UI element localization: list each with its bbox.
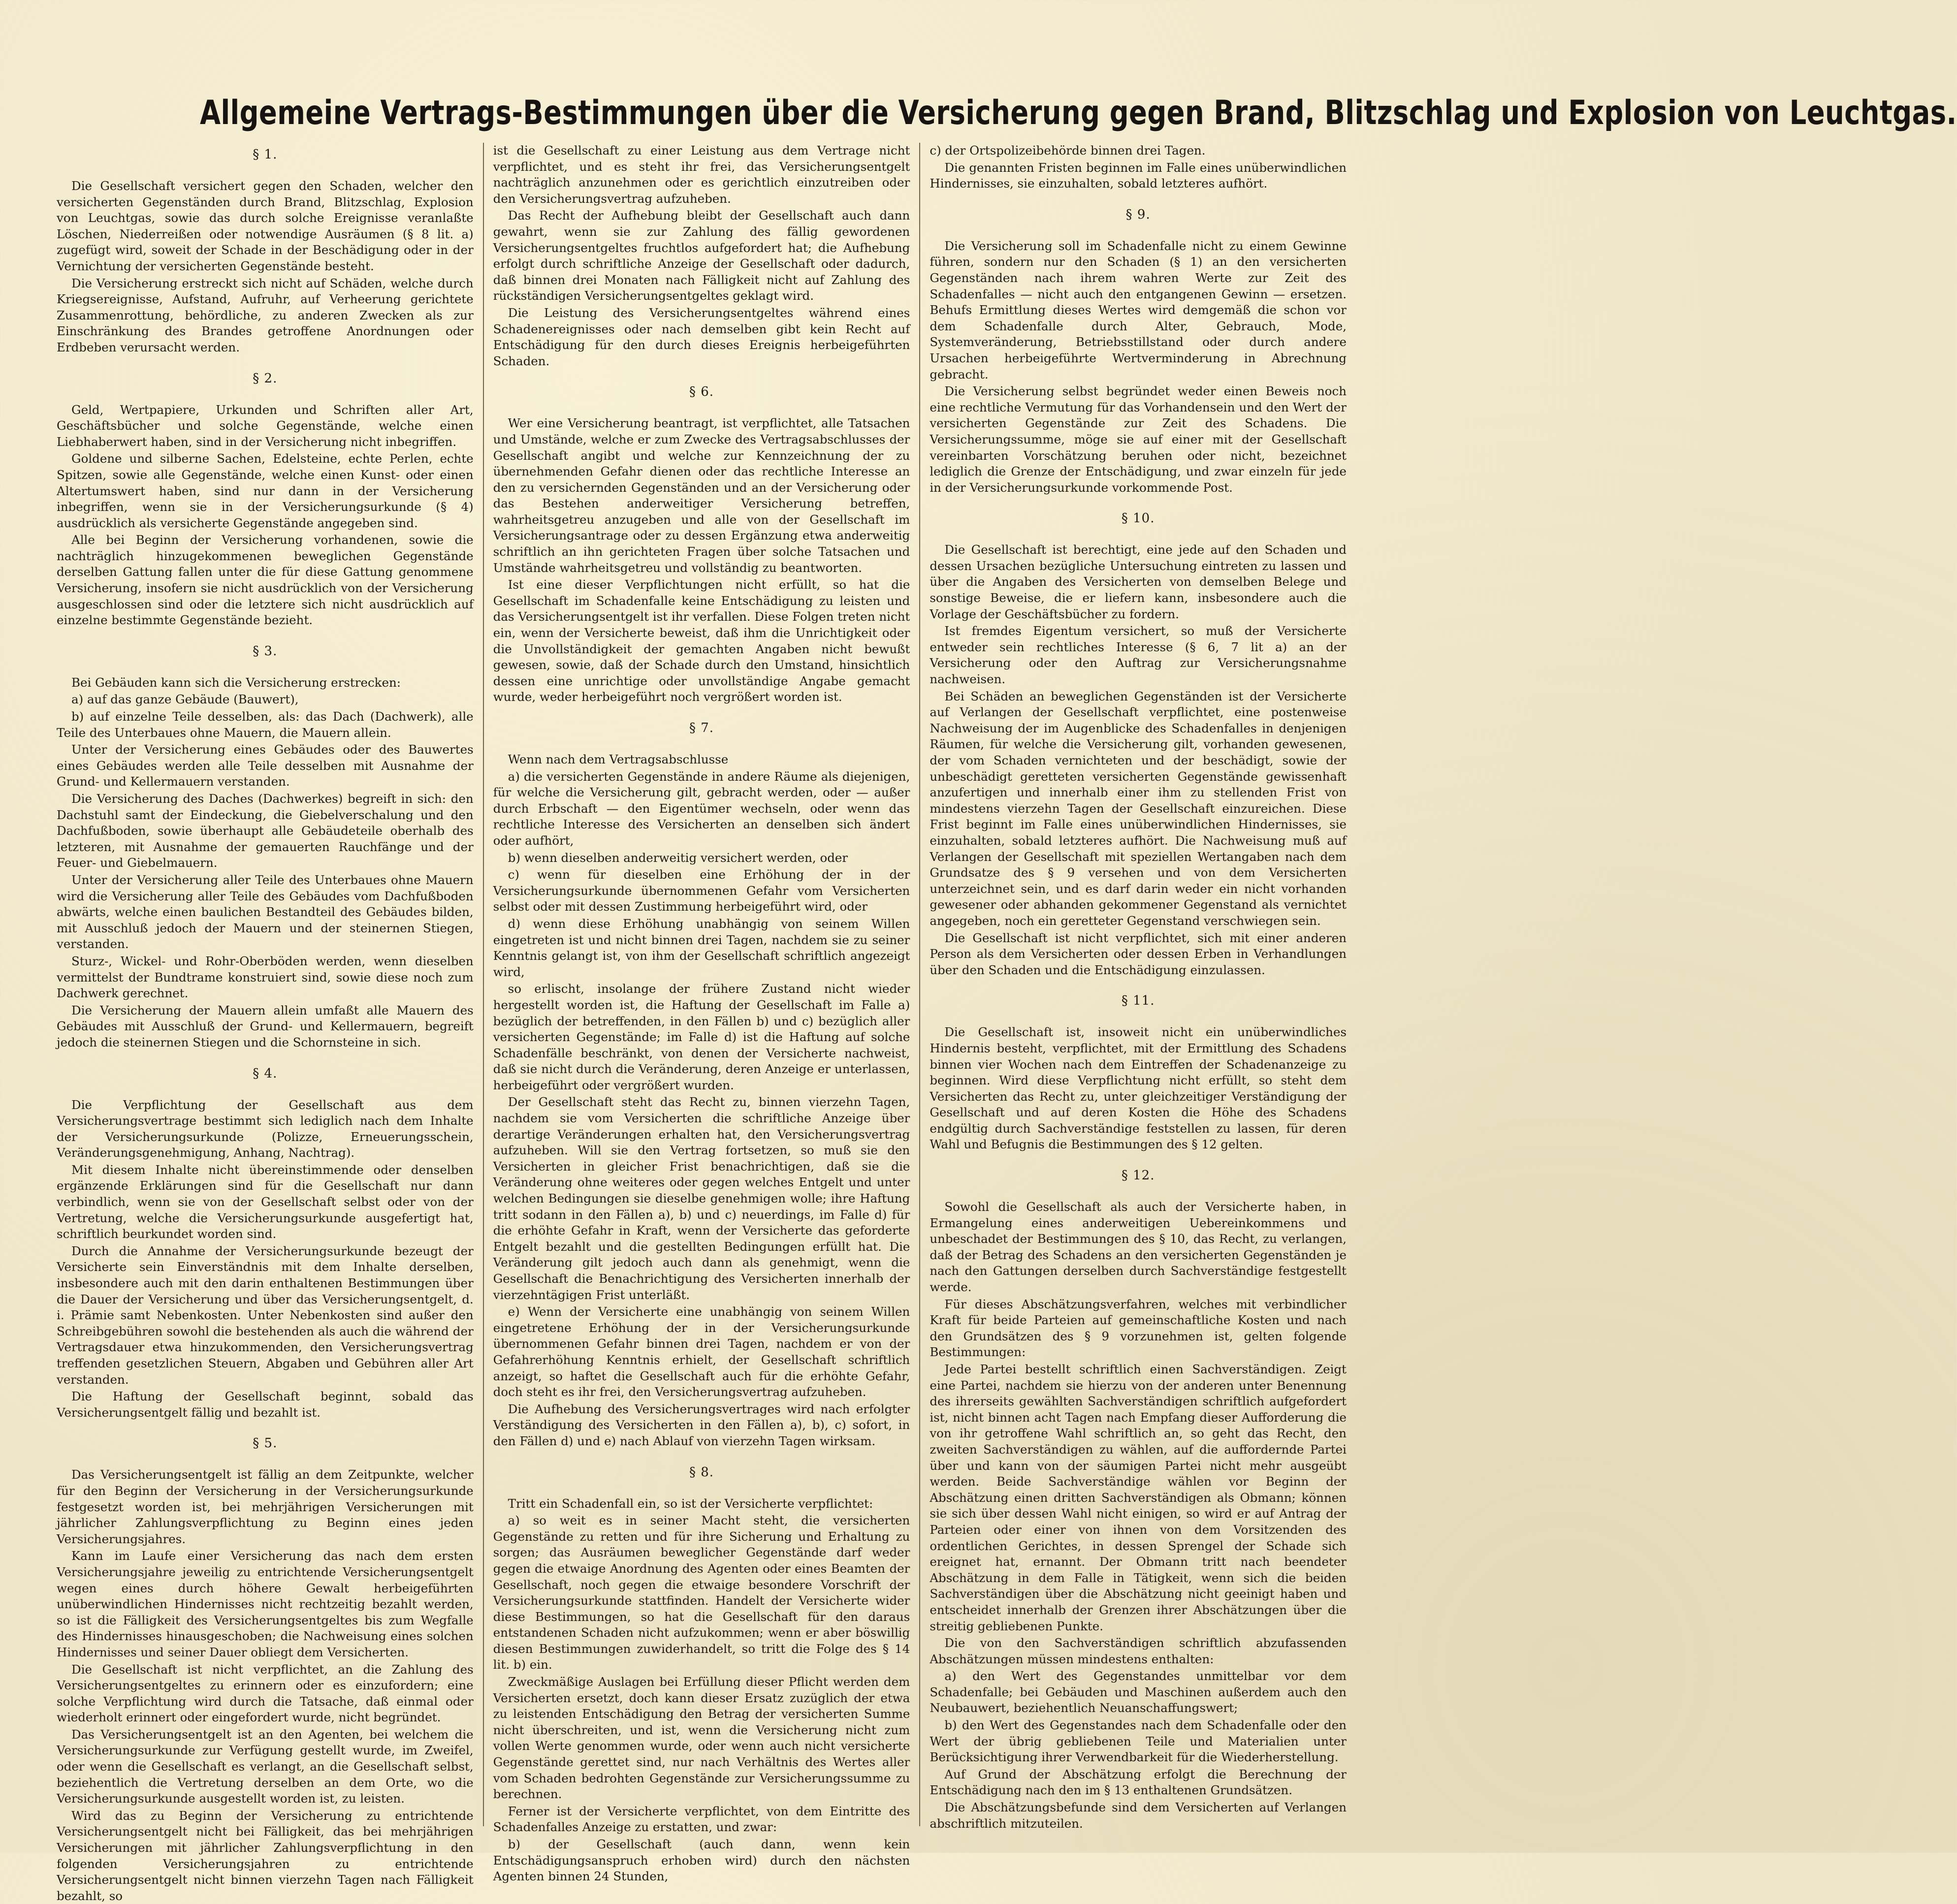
section [57, 1062, 474, 1421]
paragraph: b) der Gesellschaft (auch dann, wenn kein Entschädigungsanspruch erhoben wird) durch den nächsten Agenten binnen 24 Stunden, [493, 1837, 910, 1884]
section [57, 1431, 474, 1904]
paragraph: Kann im Laufe einer Versicherung das nach dem ersten Versicherungsjahre jeweilig zu entrichtende Versicherungsentgelt wegen eines durch höhere Gewalt herbeigeführten unüberwindlichen Hindernisses nicht rechtzeitig bezahlt werden, so ist die Fälligkeit des Versicherungsentgeltes bis zum Wegfalle des Hindernisses hinausgeschoben; die Nachweisung eines solchen Hindernisses und seiner Dauer obliegt dem Versicherten. [57, 1549, 474, 1659]
paragraph: Unter der Versicherung eines Gebäudes oder des Bauwertes eines Gebäudes werden alle Teile desselben mit Ausnahme der Grund- und Kellermauern verstanden. [57, 742, 474, 789]
paragraph: Mit diesem Inhalte nicht übereinstimmende oder denselben ergänzende Erklärungen sind für die Gesellschaft nur dann verbindlich, wenn sie von der Gesellschaft selbst oder von der Vertretung, welche die Versicherungsurkunde ausgefertigt hat, schriftlich beurkundet worden sind. [57, 1162, 474, 1241]
section-heading: § 1. [253, 147, 278, 162]
paragraph: Tritt ein Schadenfall ein, so ist der Versicherte verpflichtet: [508, 1496, 873, 1511]
section [493, 143, 910, 369]
paragraph: Jede Partei bestellt schriftlich einen Sachverständigen. Zeigt eine Partei, nachdem sie hierzu von der anderen unter Benennung des ihrerseits gewählten Sachverständigen schriftlich aufgefordert ist, nicht binnen acht Tagen nach Empfang dieser Aufforderung die von ihr getroffene Wahl schriftlich an, so geht das Recht, den zweiten Sachverständigen zu wählen, auf die auffordernde Partei über und kann von der säumigen Partei nicht mehr ausgeübt werden. Beide Sachverständige wählen vor Beginn der Abschätzung einen dritten Sachverständigen als Obmann; können sie sich über dessen Wahl nicht einigen, so wird er auf Antrag der Parteien oder einer von ihnen von dem Vorsitzenden des ordentlichen Gerichtes, in dessen Sprengel der Schade sich ereignet hat, ernannt. Der Obmann tritt nach beendeter Abschätzung in dem Falle in Tätigkeit, wenn sich die beiden Sachverständigen über die Abschätzung nicht geeinigt haben und entscheidet innerhalb der Grenzen ihrer Abschätzungen über die streitig gebliebenen Punkte. [930, 1362, 1347, 1633]
paragraph: Die Versicherung selbst begründet weder einen Beweis noch eine rechtliche Vermutung für das Vorhandensein und den Wert der versicherten Gegenstände zur Zeit des Schadens. Die Versicherungssumme, möge sie auf einer mit der Gesellschaft vereinbarten Vorschätzung beruhen oder nicht, bezeichnet lediglich die Grenze der Entschädigung, und zwar einzeln für jede in der Versicherungsurkunde vorkommende Post. [930, 384, 1347, 495]
paragraph: a) auf das ganze Gebäude (Bauwert), [71, 692, 299, 707]
paragraph: Ferner ist der Versicherte verpflichtet, von dem Eintritte des Schadenfalles Anzeige zu erstatten, und zwar: [493, 1804, 910, 1835]
paragraph: Die Gesellschaft ist nicht verpflichtet, an die Zahlung des Versicherungsentgeltes zu erinnern oder es einzufordern; eine solche Verpflichtung wird durch die Tatsache, daß einmal oder wiederholt erinnert oder eingefordert wurde, nicht begründet. [57, 1662, 474, 1725]
section [57, 143, 474, 356]
section-heading: § 5. [253, 1436, 278, 1451]
column-middle [493, 143, 910, 1884]
section-heading: § 6. [689, 384, 714, 400]
paragraph: Sowohl die Gesellschaft als auch der Versicherte haben, in Ermangelung eines anderweitigen Uebereinkommens und unbeschadet der Bestimmungen des § 10, das Recht, zu verlangen, daß der Betrag des Schadens an den versicherten Gegenständen je nach den Gattungen derselben durch Sachverständige festgestellt werde. [930, 1200, 1347, 1295]
column-left [57, 143, 474, 1903]
paragraph: Zweckmäßige Auslagen bei Erfüllung dieser Pflicht werden dem Versicherten ersetzt, doch kann dieser Ersatz zuzüglich der etwa zu leistenden Entschädigung den Betrag der versicherten Summe nicht überschreiten, und ist, wenn die Versicherung nicht zum vollen Werte genommen wurde, oder wenn auch nicht versicherte Gegenstände gerettet sind, nur nach Verhältnis des Wertes aller vom Schaden bedrohten Gegenstände zur Versicherungssumme zu berechnen. [493, 1675, 910, 1802]
section [930, 203, 1347, 496]
section [930, 507, 1347, 978]
paragraph: Unter der Versicherung aller Teile des Unterbaues ohne Mauern wird die Versicherung aller Teile des Gebäudes vom Dachfußboden abwärts, welche einen baulichen Bestandteil des Gebäudes bilden, mit Ausschluß jedoch der Mauern und der steinernen Stiegen, verstanden. [57, 872, 474, 952]
paragraph: Auf Grund der Abschätzung erfolgt die Berechnung der Entschädigung nach den im § 13 enthaltenen Grundsätzen. [930, 1767, 1347, 1798]
paragraph: Die Gesellschaft versichert gegen den Schaden, welcher den versicherten Gegenständen durch Brand, Blitzschlag, Explosion von Leuchtgas, sowie das durch solche Ereignisse veranlaßte Löschen, Niederreißen oder notwendige Ausräumen (§ 8 lit. a) zugefügt wird, soweit der Schade in der Beschädigung oder in der Vernichtung der versicherten Gegenstände besteht. [57, 179, 474, 273]
paragraph: Für dieses Abschätzungsverfahren, welches mit verbindlicher Kraft für beide Parteien auf gemeinschaftliche Kosten und nach den Grundsätzen des § 9 vorzunehmen ist, gelten folgende Bestimmungen: [930, 1297, 1347, 1360]
paragraph: b) den Wert des Gegenstandes nach dem Schadenfalle oder den Wert der übrig gebliebenen Teile und Materialien unter Berücksichtigung ihrer Verwendbarkeit für die Wiederherstellung. [930, 1718, 1347, 1765]
paragraph: Das Versicherungsentgelt ist fällig an dem Zeitpunkte, welcher für den Beginn der Versicherung in der Versicherungsurkunde festgesetzt worden ist, bei mehrjährigen Versicherungen mit jährlicher Zahlungsverpflichtung zu Beginn eines jeden Versicherungsjahres. [57, 1467, 474, 1546]
section-heading: § 8. [689, 1464, 714, 1480]
paragraph: Die Verpflichtung der Gesellschaft aus dem Versicherungsvertrage bestimmt sich lediglich nach dem Inhalte der Versicherungsurkunde (Polizze, Erneuerungsschein, Veränderungsgenehmigung, Anhang, Nachtrag). [57, 1097, 474, 1160]
paragraph: Wenn nach dem Vertragsabschlusse [508, 752, 729, 766]
paragraph: Die Versicherung des Daches (Dachwerkes) begreift in sich: den Dachstuhl samt der Eindeckung, die Giebelverschalung und den Dachfußboden, sowie überhaupt alle Gebäudeteile oberhalb des letzteren, mit Ausnahme der gemauerten Rauchfänge und der Feuer- und Giebelmauern. [57, 792, 474, 870]
paragraph: Die Aufhebung des Versicherungsvertrages wird nach erfolgter Verständigung des Versicherten in den Fällen a), b), c) sofort, in den Fällen d) und e) nach Ablauf von vierzehn Tagen wirksam. [493, 1401, 910, 1448]
paragraph: Ist fremdes Eigentum versichert, so muß der Versicherte entweder sein rechtliches Interesse (§ 6, 7 lit a) an der Versicherung oder den Auftrag zur Versicherungsnahme nachweisen. [930, 624, 1347, 687]
paragraph: Die Leistung des Versicherungsentgeltes während eines Schadenereignisses oder nach demselben gibt kein Recht auf Entschädigung für den durch dieses Ereignis herbeigeführten Schaden. [493, 305, 910, 368]
paragraph: Die von den Sachverständigen schriftlich abzufassenden Abschätzungen müssen mindestens enthalten: [930, 1636, 1347, 1666]
paragraph: Die Haftung der Gesellschaft beginnt, sobald das Versicherungsentgelt fällig und bezahlt ist. [57, 1389, 474, 1420]
section [57, 367, 474, 629]
paragraph: ist die Gesellschaft zu einer Leistung aus dem Vertrage nicht verpflichtet, und es steht ihr frei, das Versicherungsentgelt nachträglich anzunehmen oder es gerichtlich einzutreiben oder den Versicherungsvertrag aufzuheben. [493, 143, 910, 206]
paragraph: Die Abschätzungsbefunde sind dem Versicherten auf Verlangen abschriftlich mitzuteilen. [930, 1800, 1347, 1831]
section-heading: § 2. [253, 371, 278, 386]
paragraph: e) Wenn der Versicherte eine unabhängig von seinem Willen eingetretene Erhöhung der in der Versicherungsurkunde übernommenen Gefahr binnen drei Tagen, nachdem er von der Gefahrerhöhung Kenntnis erhielt, der Gesellschaft schriftlich anzeigt, so haftet die Gesellschaft auch für die erhöhte Gefahr, doch steht es ihr frei, den Versicherungsvertrag aufzuheben. [493, 1304, 910, 1399]
paragraph: Die Gesellschaft ist, insoweit nicht ein unüberwindliches Hindernis besteht, verpflichtet, mit der Ermittlung des Schadens binnen vier Wochen nach dem Eintreffen der Schadenanzeige zu beginnen. Wird diese Verpflichtung nicht erfüllt, so steht dem Versicherten das Recht zu, unter gleichzeitiger Verständigung der Gesellschaft und auf deren Kosten die Höhe des Schadens endgültig durch Sachverständige feststellen zu lassen, für deren Wahl und Befugnis die Bestimmungen des § 12 gelten. [930, 1025, 1347, 1152]
paragraph: a) die versicherten Gegenstände in andere Räume als diejenigen, für welche die Versicherung gilt, gebracht werden, oder — außer durch Erbschaft — den Eigentümer wechseln, oder wenn das rechtliche Interesse des Versicherten an denselben sich ändert oder aufhört, [493, 769, 910, 848]
paragraph: Sturz-, Wickel- und Rohr-Oberböden werden, wenn dieselben vermittelst der Bundtrame konstruiert sind, sowie diese noch zum Dachwerk gerechnet. [57, 953, 474, 1001]
paragraph: Alle bei Beginn der Versicherung vorhandenen, sowie die nachträglich hinzugekommenen beweglichen Gegenstände derselben Gattung fallen unter die für diese Gattung genommene Versicherung, insofern sie nicht ausdrücklich von der Versicherung ausgeschlossen sind oder die letztere sich nicht ausdrücklich auf einzelne bestimmte Gegenstände bezieht. [57, 533, 474, 628]
column-right [930, 143, 1347, 1831]
paragraph: Der Gesellschaft steht das Recht zu, binnen vierzehn Tagen, nachdem sie vom Versicherten die schriftliche Anzeige über derartige Veränderungen erhalten hat, den Versicherungsvertrag aufzuheben. Will sie den Vertrag fortsetzen, so muß sie den Versicherten in gleicher Frist benachrichtigen, daß sie die Veränderung ohne weiteres oder gegen welches Entgelt und unter welchen Bedingungen sie dieselbe genehmigen wolle; ihre Haftung tritt sodann in den Fällen a), b) und c) neuerdings, im Falle d) für die erhöhte Gefahr in Kraft, wenn der Versicherte das geforderte Entgelt bezahlt und die gestellten Bedingungen erfüllt hat. Die Veränderung gilt jedoch auch dann als genehmigt, wenn die Gesellschaft die Benachrichtigung des Versicherten innerhalb der vierzehntägigen Frist unterläßt. [493, 1095, 910, 1302]
paragraph: Die Gesellschaft ist nicht verpflichtet, sich mit einer anderen Person als dem Versicherten oder dessen Erben in Verhandlungen über den Schaden und die Entschädigung einzulassen. [930, 930, 1347, 977]
section-heading: § 4. [253, 1066, 278, 1081]
section-heading: § 3. [253, 643, 278, 659]
paragraph: c) der Ortspolizeibehörde binnen drei Tagen. [930, 143, 1206, 158]
section-heading: § 9. [1125, 207, 1151, 222]
paragraph: Das Versicherungsentgelt ist an den Agenten, bei welchem die Versicherungsurkunde zur Verfügung gestellt wurde, im Zweifel, oder wenn die Gesellschaft es verlangt, an die Gesellschaft selbst, beziehentlich die Vertretung derselben an dem Orte, wo die Versicherungsurkunde ausgestellt worden ist, zu leisten. [57, 1727, 474, 1806]
paragraph: Bei Gebäuden kann sich die Versicherung erstrecken: [71, 675, 401, 690]
section-heading: § 7. [689, 721, 714, 735]
section [493, 716, 910, 1450]
paragraph: Die Versicherung erstreckt sich nicht auf Schäden, welche durch Kriegsereignisse, Aufstand, Aufruhr, auf Verheerung gerichtete Zusammenrottung, behördliche, zu anderen Zwecken als zur Einschränkung des Brandes getroffene Anordnungen oder Erdbeben verursacht werden. [57, 276, 474, 354]
paragraph: Goldene und silberne Sachen, Edelsteine, echte Perlen, echte Spitzen, sowie alle Gegenstände, welche einen Kunst- oder einen Altertumswert haben, sind nur dann in der Versicherung inbegriffen, wenn sie in der Versicherungsurkunde (§ 4) ausdrücklich als versicherte Gegenstände angegeben sind. [57, 451, 474, 530]
paragraph: Die genannten Fristen beginnen im Falle eines unüberwindlichen Hindernisses, sie einzuhalten, sobald letzteres aufhört. [930, 160, 1347, 191]
section [57, 639, 474, 1051]
paragraph: Wer eine Versicherung beantragt, ist verpflichtet, alle Tatsachen und Umstände, welche er zum Zwecke des Vertragsabschlusses der Gesellschaft angibt und welche zur Kennzeichnung der zu übernehmenden Gefahr dienen oder das rechtliche Interesse an den zu versichernden Gegenständen und an der Versicherung oder das Bestehen anderweitiger Versicherung betreffen, wahrheitsgetreu anzugeben und alle von der Gesellschaft im Versicherungsantrage oder zu dessen Ergänzung etwa anderweitig schriftlich an ihn gerichteten Fragen über solche Tatsachen und Umstände wahrheitsgetreu und vollständig zu beantworten. [493, 416, 910, 575]
paragraph: a) den Wert des Gegenstandes unmittelbar vor dem Schadenfalle; bei Gebäuden und Maschinen außerdem auch den Neubauwert, beziehentlich Neuanschaffungswert; [930, 1669, 1347, 1715]
section [493, 380, 910, 705]
paragraph: b) wenn dieselben anderweitig versichert werden, oder [508, 850, 848, 865]
paragraph: c) wenn für dieselben eine Erhöhung der in der Versicherungsurkunde übernommenen Gefahr vom Versicherten selbst oder mit dessen Zustimmung herbeigeführt wird, oder [493, 867, 910, 914]
page-title: Allgemeine Vertrags-Bestimmungen über die Versicherung gegen Brand, Blitzschlag und Explosion von Leuchtgas. [200, 94, 1957, 132]
paragraph: Bei Schäden an beweglichen Gegenständen ist der Versicherte auf Verlangen der Gesellschaft verpflichtet, eine postenweise Nachweisung der im Augenblicke des Schadenfalles in denjenigen Räumen, für welche die Versicherung gilt, vorhanden gewesenen, der vom Schaden vernichteten und der beschädigt, sowie der unbeschädigt geretteten versicherten Gegenstände gewissenhaft anzufertigen und innerhalb einer ihm zu stellenden Frist von mindestens vierzehn Tagen der Gesellschaft einzureichen. Diese Frist beginnt im Falle eines unüberwindlichen Hindernisses, sie einzuhalten, sobald letzteres aufhört. Die Nachweisung muß auf Verlangen der Gesellschaft mit speziellen Wertangaben nach dem Grundsatze des § 9 versehen und von dem Versicherten unterzeichnet sein, und es darf darin weder ein nicht vorhanden gewesener oder abhanden gekommener Gegenstand als vernichtet angegeben, noch ein geretteter Gegenstand verschwiegen sein. [930, 689, 1347, 928]
section [493, 1460, 910, 1885]
paragraph: Durch die Annahme der Versicherungsurkunde bezeugt der Versicherte sein Einverständnis mit dem Inhalte derselben, insbesondere auch mit den darin enthaltenen Bestimmungen über die Dauer der Versicherung und über das Versicherungsentgelt, d. i. Prämie samt Nebenkosten. Unter Nebenkosten sind außer den Schreibgebühren sowohl die bestehenden als auch die während der Vertragsdauer etwa hinzukommenden, den Versicherungsvertrag treffenden gesetzlichen Steuern, Abgaben und Gebühren aller Art verstanden. [57, 1243, 474, 1387]
section [930, 989, 1347, 1153]
paragraph: Die Versicherung der Mauern allein umfaßt alle Mauern des Gebäudes mit Ausschluß der Grund- und Kellermauern, begreift jedoch die steinernen Stiegen und die Schornsteine in sich. [57, 1003, 474, 1049]
paragraph: Das Recht der Aufhebung bleibt der Gesellschaft auch dann gewahrt, wenn sie zur Zahlung des fällig gewordenen Versicherungsentgeltes fruchtlos aufgefordert hat; die Aufhebung erfolgt durch schriftliche Anzeige der Gesellschaft oder dadurch, daß binnen drei Monaten nach Fälligkeit nicht auf Zahlung des rückständigen Versicherungsentgeltes geklagt wird. [493, 208, 910, 303]
section [930, 143, 1347, 192]
paragraph: Ist eine dieser Verpflichtungen nicht erfüllt, so hat die Gesellschaft im Schadenfalle keine Entschädigung zu leisten und das Versicherungsentgelt ist ihr verfallen. Diese Folgen treten nicht ein, wenn der Versicherte beweist, daß ihm die Unrichtigkeit oder die Unvollständigkeit der gemachten Angaben nicht bewußt gewesen, sowie, daß der Schade durch den Umstand, hinsichtlich dessen eine unrichtige oder unvollständige Angabe gemacht wurde, weder herbeigeführt noch vergrößert worden ist. [493, 577, 910, 704]
paragraph: so erlischt, insolange der frühere Zustand nicht wieder hergestellt worden ist, die Haftung der Gesellschaft im Falle a) bezüglich der betreffenden, in den Fällen b) und c) bezüglich aller versicherten Gegenstände; im Falle d) ist die Haftung auf solche Schadenfälle beschränkt, von denen der Versicherte nachweist, daß sie nicht durch die Veränderung, deren Anzeige er unterlassen, herbeigeführt oder vergrößert wurden. [493, 982, 910, 1092]
section-heading: § 10. [1121, 511, 1155, 526]
paragraph: Geld, Wertpapiere, Urkunden und Schriften aller Art, Geschäftsbücher und solche Gegenstände, welche einen Liebhaberwert haben, sind in der Versicherung nicht inbegriffen. [57, 402, 474, 449]
paragraph: d) wenn diese Erhöhung unabhängig von seinem Willen eingetreten ist und nicht binnen drei Tagen, nachdem sie zu seiner Kenntnis gelangt ist, von ihm der Gesellschaft schriftlich angezeigt wird, [493, 916, 910, 979]
section-heading: § 12. [1121, 1168, 1155, 1183]
paragraph: Die Gesellschaft ist berechtigt, eine jede auf den Schaden und dessen Ursachen bezügliche Untersuchung eintreten zu lassen und über die Angaben des Versicherten von demselben Belege und sonstige Beweise, die er liefern kann, insbesondere auch die Vorlage der Geschäftsbücher zu fordern. [930, 542, 1347, 621]
paragraph: a) so weit es in seiner Macht steht, die versicherten Gegenstände zu retten und für ihre Sicherung und Erhaltung zu sorgen; das Ausräumen beweglicher Gegenstände darf weder gegen die etwaige Anordnung des Agenten oder eines Beamten der Gesellschaft, noch gegen die etwaige besondere Vorschrift der Versicherungsurkunde stattfinden. Handelt der Versicherte wider diese Bestimmungen, so hat die Gesellschaft für den daraus entstandenen Schaden nicht aufzukommen; wenn er aber böswillig diesen Bestimmungen zuwiderhandelt, so tritt die Folge des § 14 lit. b) ein. [493, 1513, 910, 1672]
section-heading: § 11. [1121, 993, 1155, 1009]
section [930, 1164, 1347, 1832]
paragraph: Die Versicherung soll im Schadenfalle nicht zu einem Gewinne führen, sondern nur den Schaden (§ 1) an den versicherten Gegenständen nach ihrem wahren Werte zur Zeit des Schadenfalles — nicht auch den entgangenen Gewinn — ersetzen. Behufs Ermittlung dieses Wertes wird demgemäß die schon vor dem Schadenfalle durch Alter, Gebrauch, Mode, Systemveränderung, Betriebsstillstand oder durch andere Ursachen herbeigeführte Wertverminderung in Abrechnung gebracht. [930, 238, 1347, 381]
document-body [57, 143, 1347, 1903]
paragraph: Wird das zu Beginn der Versicherung zu entrichtende Versicherungsentgelt nicht bei Fälligkeit, das bei mehrjährigen Versicherungen mit jährlicher Zahlungsverpflichtung in den folgenden Versicherungsjahren zu entrichtende Versicherungsentgelt nicht binnen vierzehn Tagen nach Fälligkeit bezahlt, so [57, 1808, 474, 1903]
paragraph: b) auf einzelne Teile desselben, als: das Dach (Dachwerk), alle Teile des Unterbaues ohne Mauern, die Mauern allein. [57, 709, 474, 740]
